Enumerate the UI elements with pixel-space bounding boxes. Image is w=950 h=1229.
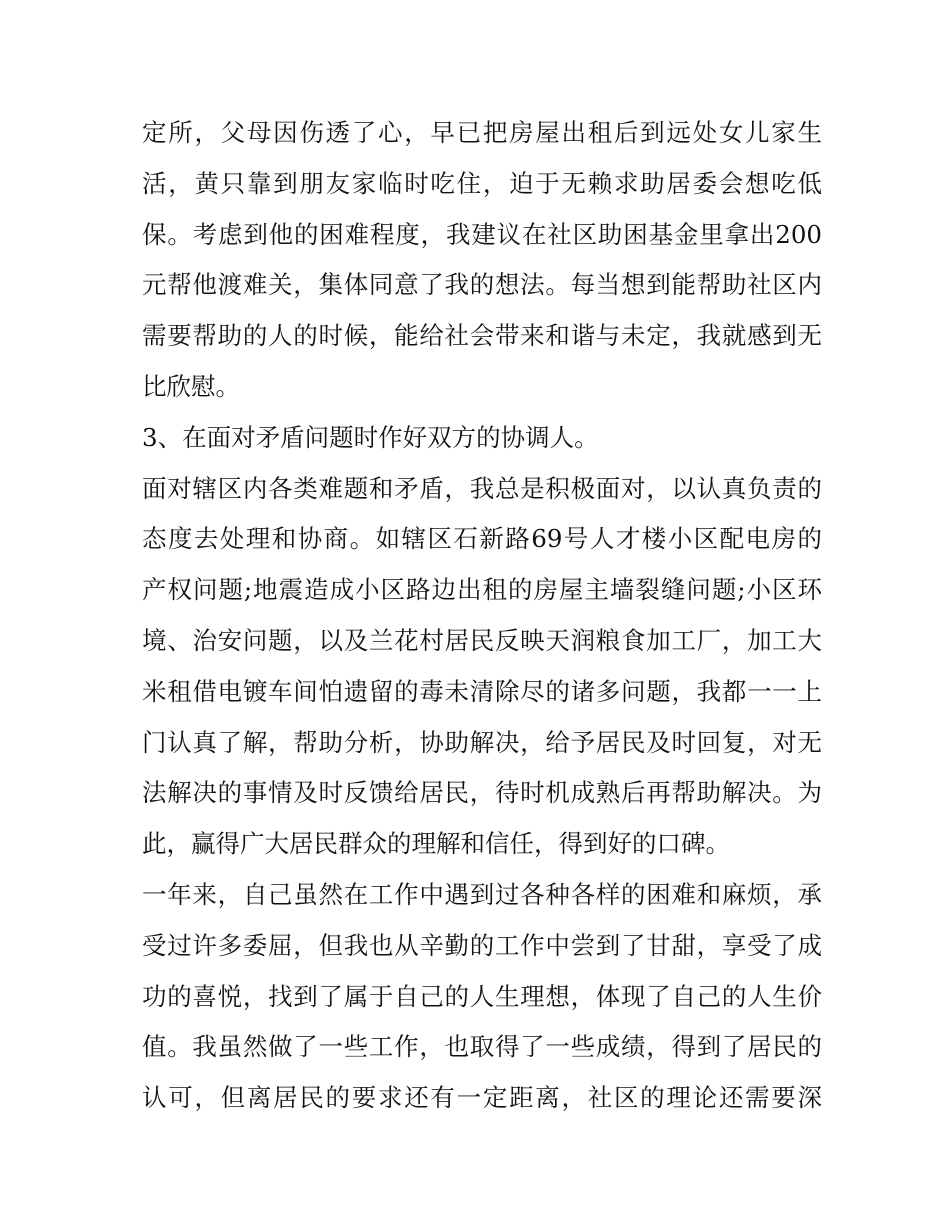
- text-line: 态度去处理和协商。如辖区石新路69号人才楼小区配电房的: [142, 524, 822, 554]
- body-text: [142, 108, 822, 1124]
- text-line: 境、治安问题，以及兰花村居民反映天润粮食加工厂，加工大: [142, 625, 822, 655]
- text-line: 定所，父母因伤透了心，早已把房屋出租后到远处女儿家生: [142, 118, 822, 147]
- text-line: 比欣慰。: [142, 371, 240, 401]
- section-heading: 3、在面对矛盾问题时作好双方的协调人。: [142, 422, 599, 452]
- text-line: 元帮他渡难关，集体同意了我的想法。每当想到能帮助社区内: [142, 270, 822, 300]
- text-line: 认可，但离居民的要求还有一定距离，社区的理论还需要深: [142, 1083, 822, 1113]
- text-line: 值。我虽然做了一些工作，也取得了一些成绩，得到了居民的: [142, 1032, 822, 1062]
- text-line: 活，黄只靠到朋友家临时吃住，迫于无赖求助居委会想吃低: [142, 168, 822, 198]
- text-line: 法解决的事情及时反馈给居民，待时机成熟后再帮助解决。为: [142, 778, 822, 808]
- text-line: 产权问题;地震造成小区路边出租的房屋主墙裂缝问题;小区环: [142, 575, 822, 605]
- text-line: 功的喜悦，找到了属于自己的人生理想，体现了自己的人生价: [142, 981, 822, 1011]
- text-line: 米租借电镀车间怕遗留的毒未清除尽的诸多问题，我都一一上: [142, 676, 822, 706]
- text-line: 此，赢得广大居民群众的理解和信任，得到好的口碑。: [142, 829, 730, 859]
- text-line: 门认真了解，帮助分析，协助解决，给予居民及时回复，对无: [142, 727, 822, 757]
- text-line: 面对辖区内各类难题和矛盾，我总是积极面对，以认真负责的: [142, 473, 822, 503]
- text-line: 需要帮助的人的时候，能给社会带来和谐与未定，我就感到无: [142, 321, 822, 351]
- text-line: 一年来，自己虽然在工作中遇到过各种各样的困难和麻烦，承: [142, 879, 822, 909]
- text-line: 保。考虑到他的困难程度，我建议在社区助困基金里拿出200: [142, 219, 822, 249]
- text-line: 受过许多委屈，但我也从辛勤的工作中尝到了甘甜，享受了成: [142, 930, 822, 960]
